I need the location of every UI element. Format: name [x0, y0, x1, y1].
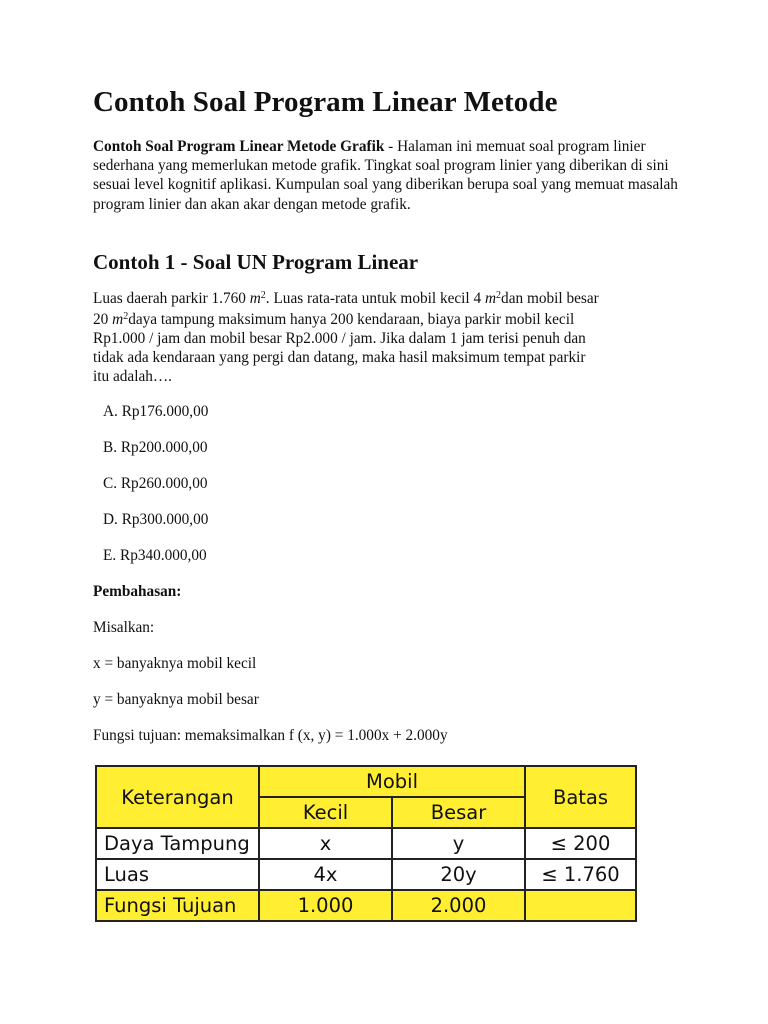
- question-line-3: Rp1.000 / jam dan mobil besar Rp2.000 / jam. Jika dalam 1 jam terisi penuh dan: [93, 330, 586, 347]
- answer-option-a: A. Rp176.000,00: [103, 403, 209, 420]
- header-mobil: Mobil: [259, 766, 525, 797]
- header-batas: Batas: [525, 766, 636, 828]
- table-row: [96, 828, 636, 859]
- row-label: Fungsi Tujuan: [96, 890, 259, 921]
- question-line-4: tidak ada kendaraan yang pergi dan datang, maka hasil maksimum tempat parkir: [93, 349, 586, 366]
- example-heading: Contoh 1 - Soal UN Program Linear: [93, 250, 419, 274]
- table-row: [96, 859, 636, 890]
- cell-kecil: 1.000: [259, 890, 392, 921]
- cell-kecil: x: [259, 828, 392, 859]
- header-besar: Besar: [392, 797, 525, 828]
- answer-option-e: E. Rp340.000,00: [103, 547, 207, 564]
- answer-option-d: D. Rp300.000,00: [103, 511, 209, 528]
- cell-batas: [525, 890, 636, 921]
- answer-option-b: B. Rp200.000,00: [103, 439, 208, 456]
- question-line-2: 20 $m^2daya$ tampung maksimum hanya 200 kendaraan, biaya parkir mobil kecil: [93, 311, 575, 328]
- cell-besar: 20y: [392, 859, 525, 890]
- cell-batas: ≤ 200: [525, 828, 636, 859]
- y-definition: y = banyaknya mobil besar: [93, 691, 259, 708]
- cell-besar: 2.000: [392, 890, 525, 921]
- header-keterangan: Keterangan: [96, 766, 259, 828]
- row-label: Luas: [96, 859, 259, 890]
- row-label: Daya Tampung: [96, 828, 259, 859]
- page-title: Contoh Soal Program Linear Metode: [93, 86, 558, 118]
- answer-option-c: C. Rp260.000,00: [103, 475, 208, 492]
- constraint-table: [95, 765, 637, 922]
- x-definition: x = banyaknya mobil kecil: [93, 655, 257, 672]
- intro-text: - Halaman ini memuat soal program linier sederhana yang memerlukan metode grafik. Tingkat soal program linier yang diberikan di sini sesuai level kognitif aplikasi. Kumpulan soal yang diberikan berupa soal yang memuat masalah program linier dan akan akar dengan metode grafik.: [93, 138, 678, 213]
- cell-besar: y: [392, 828, 525, 859]
- question-line-5: itu adalah….: [93, 368, 173, 385]
- intro-paragraph: [93, 137, 683, 214]
- objective-function: Fungsi tujuan: memaksimalkan f (x, y) = 1.000x + 2.000y: [93, 727, 448, 744]
- header-kecil: Kecil: [259, 797, 392, 828]
- solution-misalkan: Misalkan:: [93, 619, 155, 636]
- cell-kecil: 4x: [259, 859, 392, 890]
- cell-batas: ≤ 1.760: [525, 859, 636, 890]
- question-line-1: Luas daerah parkir 1.760 $m^2$. Luas rata-rata untuk mobil kecil 4 $m^2dan$ mobil besar: [93, 290, 599, 307]
- solution-heading: Pembahasan:: [93, 583, 182, 600]
- intro-bold-lead: Contoh Soal Program Linear Metode Grafik: [93, 138, 385, 155]
- table-row: [96, 890, 636, 921]
